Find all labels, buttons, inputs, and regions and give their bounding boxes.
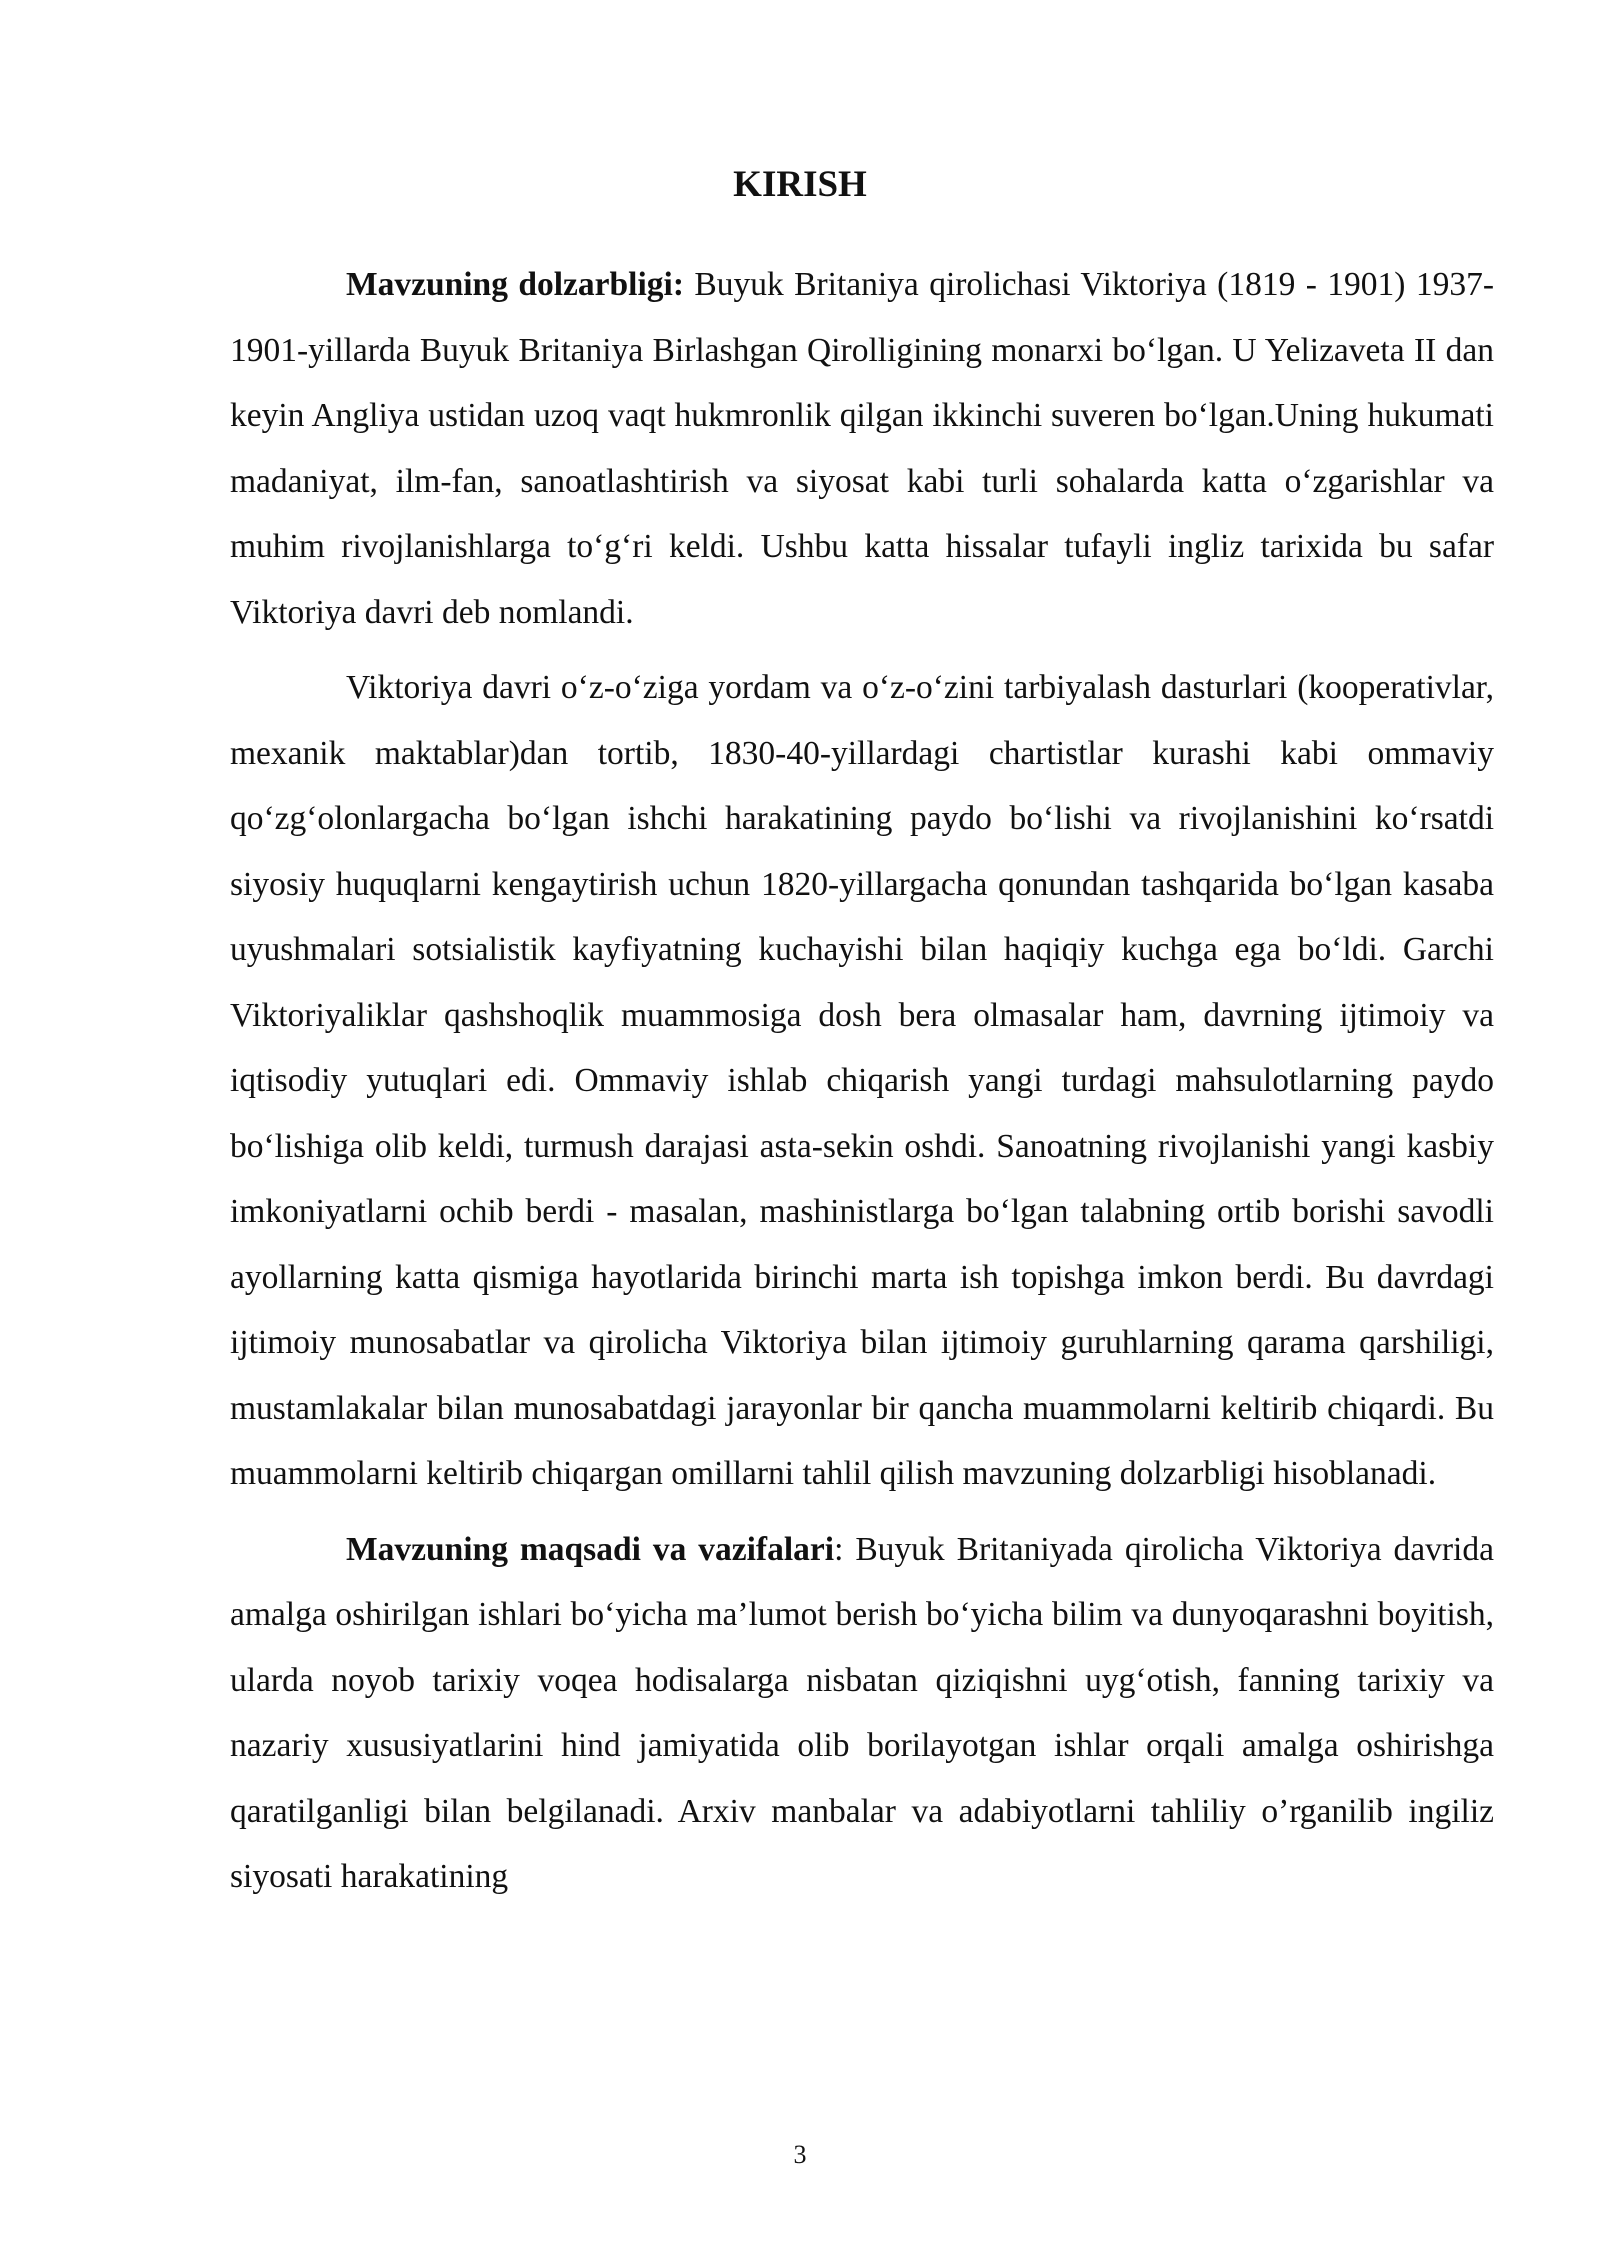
page-number: 3 (793, 2140, 807, 2169)
paragraph-lead-goals: Mavzuning maqsadi va vazifalari (346, 1530, 835, 1568)
body-text (230, 252, 1494, 1920)
paragraph-goals (230, 1517, 1494, 1910)
paragraph-text-relevance: Buyuk Britaniya qirolichasi Viktoriya (1819 - 1901) 1937-1901-yillarda Buyuk Britaniya Birlashgan Qirolligining monarxi bo‘lgan. U Yelizaveta II dan keyin Angliya ustidan uzoq vaqt hukmronlik qilgan ikkinchi suveren bo‘lgan.Uning hukumati madaniyat, ilm-fan, sanoatlashtirish va siyosat kabi turli sohalarda katta o‘zgarishlar va muhim rivojlanishlarga to‘g‘ri keldi. Ushbu katta hissalar tufayli ingliz tarixida bu safar Viktoriya davri deb nomlandi. (230, 266, 1495, 631)
paragraph-relevance (230, 252, 1494, 645)
paragraph-victorian-era (230, 655, 1494, 1507)
paragraph-text-goals: : Buyuk Britaniyada qirolicha Viktoriya davrida amalga oshirilgan ishlari bo‘yicha ma’lumot berish bo‘yicha bilim va dunyoqarashni boyitish, ularda noyob tarixiy voqea hodisalarga nisbatan qiziqishni uyg‘otish, fanning tarixiy va nazariy xususiyatlarini hind jamiyatida olib borilayotgan ishlar orqali amalga oshirishga qaratilganligi bilan belgilanadi. Arxiv manbalar va adabiyotlarni tahliliy o’rganilib ingiliz siyosati harakatining (230, 1530, 1494, 1895)
paragraph-lead-relevance: Mavzuning dolzarbligi: (346, 266, 684, 303)
paragraph-text-victorian-era: Viktoriya davri o‘z-o‘ziga yordam va o‘z-o‘zini tarbiyalash dasturlari (kooperativlar, mexanik maktablar)dan tortib, 1830-40-yillardagi chartistlar kurashi kabi ommaviy qo‘zg‘olonlargacha bo‘lgan ishchi harakatining paydo bo‘lishi va rivojlanishini ko‘rsatdi siyosiy huquqlarni kengaytirish uchun 1820-yillargacha qonundan tashqarida bo‘lgan kasaba uyushmalari sotsialistik kayfiyatning kuchayishi bilan haqiqiy kuchga ega bo‘ldi. Garchi Viktoriyaliklar qashshoqlik muammosiga dosh bera olmasalar ham, davrning ijtimoiy va iqtisodiy yutuqlari edi. Ommaviy ishlab chiqarish yangi turdagi mahsulotlarning paydo bo‘lishiga olib keldi, turmush darajasi asta-sekin oshdi. Sanoatning rivojlanishi yangi kasbiy imkoniyatlarni ochib berdi - masalan, mashinistlarga bo‘lgan talabning ortib borishi savodli ayollarning katta qismiga hayotlarida birinchi marta ish topishga imkon berdi. Bu davrdagi ijtimoiy munosabatlar va qirolicha Viktoriya bilan ijtimoiy guruhlarning qarama qarshiligi, mustamlakalar bilan munosabatdagi jarayonlar bir qancha muammolarni keltirib chiqardi. Bu muammolarni keltirib chiqargan omillarni tahlil qilish mavzuning dolzarbligi hisoblanadi. (230, 669, 1494, 1492)
page-title: KIRISH (733, 164, 867, 205)
